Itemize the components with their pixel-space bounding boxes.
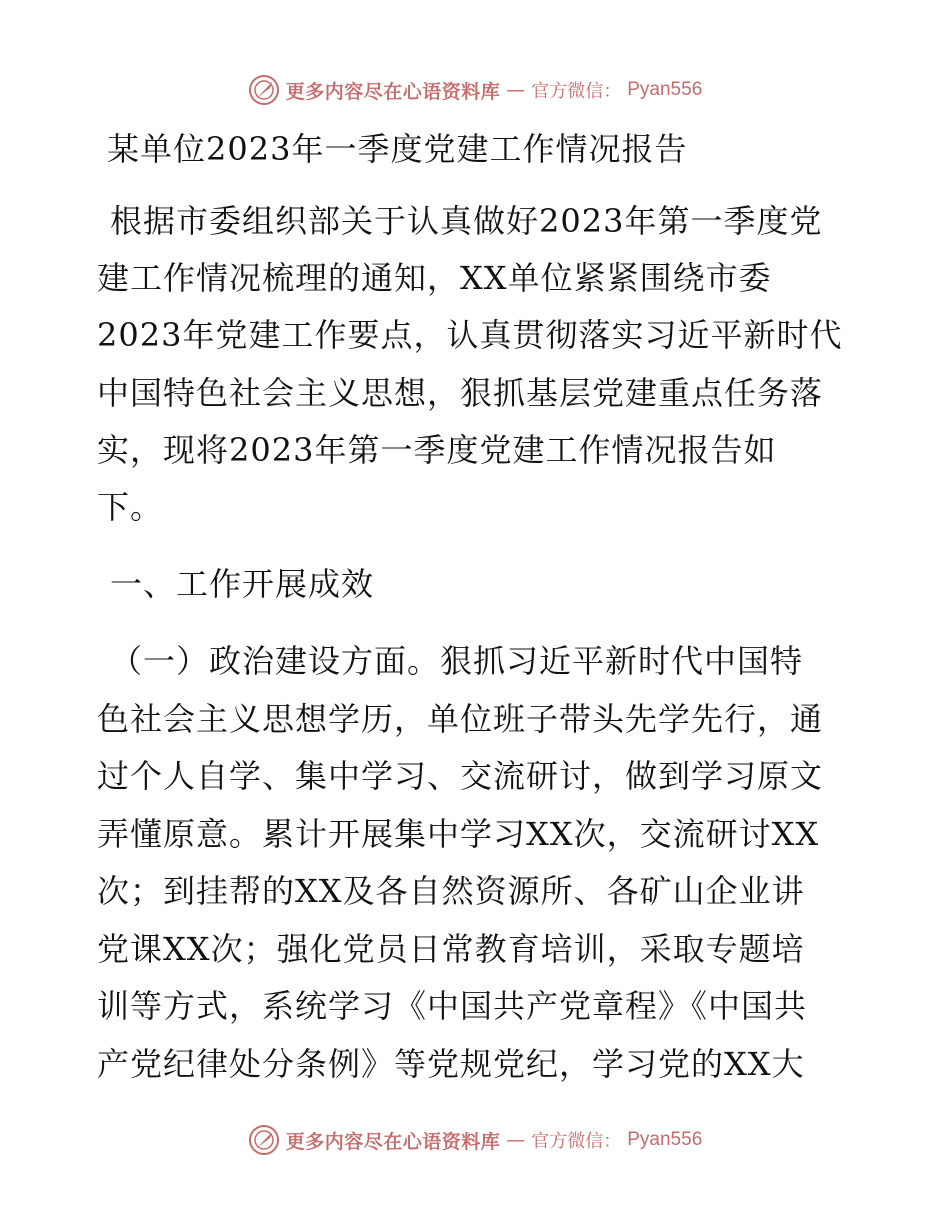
intro-line: 建工作情况梳理的通知，XX单位紧紧围绕市委 [97,259,772,297]
watermark-handle: Pyan556 [627,1129,703,1150]
document-title: 某单位2023年一季度党建工作情况报告 [107,130,688,168]
paragraph-line: 党课XX次；强化党员日常教育培训，采取专题培 [97,930,805,968]
intro-line: 中国特色社会主义思想，狠抓基层党建重点任务落 [97,374,824,412]
footer-watermark [0,1120,950,1160]
paragraph-line: 产党纪律处分条例》等党规党纪，学习党的XX大 [97,1045,805,1083]
watermark-text: 更多内容尽在心语资料库 [285,1130,501,1153]
paragraph-line: 训等方式，系统学习《中国共产党章程》《中国共 [97,987,808,1025]
intro-line: 实，现将2023年第一季度党建工作情况报告如 [97,431,777,469]
intro-line: 根据市委组织部关于认真做好2023年第一季度党 [110,202,823,240]
watermark-handle: Pyan556 [627,79,703,100]
header-watermark [0,70,950,110]
quill-logo-icon [248,1124,280,1156]
paragraph-line: （一）政治建设方面。狠抓习近平新时代中国特 [110,642,804,680]
watermark-label: 官方微信： [531,1131,622,1152]
paragraph-line: 弄懂原意。累计开展集中学习XX次，交流研讨XX [97,815,820,853]
watermark-separator: — [506,1129,526,1151]
paragraph-line: 色社会主义思想学历，单位班子带头先学先行，通 [97,700,824,738]
watermark-label: 官方微信： [531,81,622,102]
watermark-separator: — [506,79,526,101]
intro-line: 2023年党建工作要点，认真贯彻落实习近平新时代 [97,316,843,354]
section-heading: 一、工作开展成效 [110,565,375,603]
quill-logo-icon [248,74,280,106]
watermark-text: 更多内容尽在心语资料库 [285,80,501,103]
paragraph-line: 次；到挂帮的XX及各自然资源所、各矿山企业讲 [97,872,805,910]
intro-line: 下。 [97,488,164,526]
paragraph-line: 过个人自学、集中学习、交流研讨，做到学习原文 [97,757,824,795]
